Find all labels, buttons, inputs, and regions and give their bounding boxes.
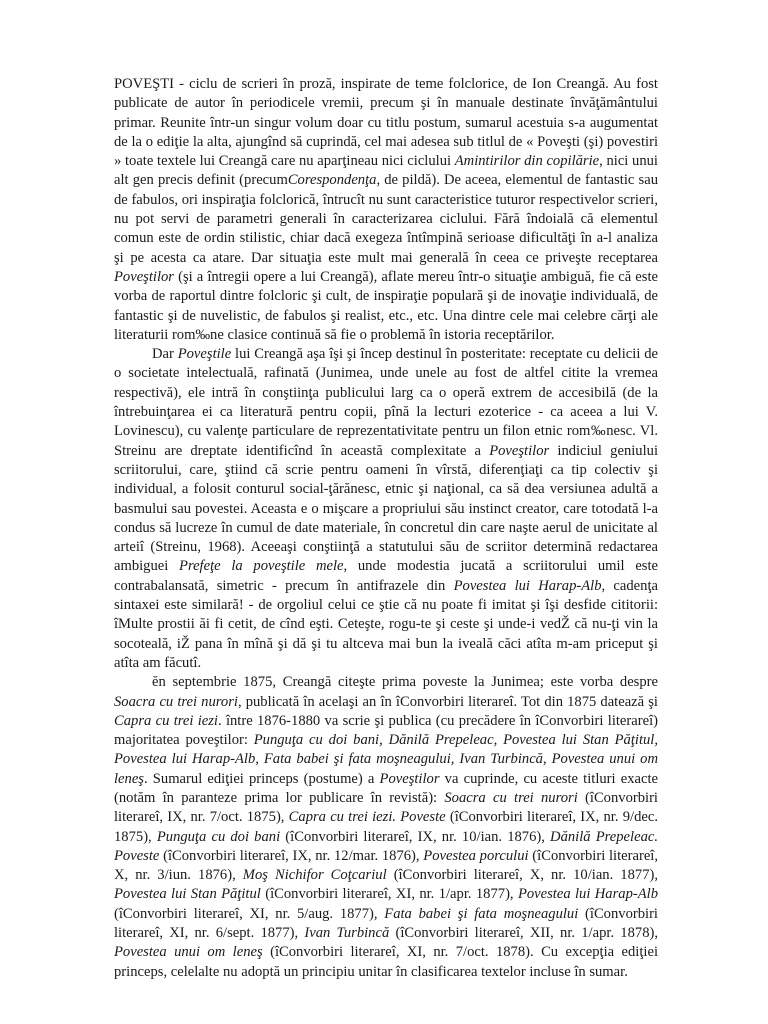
body-text: (îConvorbiri literareî, XII, nr. 1/apr. 1878), (389, 925, 659, 942)
body-text: , de pildă). De aceea, elementul de fantastic sau de fabulos, ori inspiraţia folclorică, întrucît nu sunt caracteristice tuturor respectivelor scrieri, nu pot servi de parametri generali în caracterizarea ciclului. Fără îndoială că elementul comun este de ordin stilistic, chiar dacă exegeza întîmpină serioase dificultăţi în a-l analiza şi pe acesta ca atare. Dar situaţia este mult mai generală în ceea ce priveşte receptarea (114, 172, 658, 266)
body-text: . Sumarul ediţiei princeps (postume) a (144, 770, 380, 787)
italic-title-text: Poveştilor (379, 770, 440, 787)
italic-title-text: Capra cu trei iezi (114, 712, 218, 729)
body-text: (îConvorbiri literareî, IX, nr. 10/ian. 1876), (280, 828, 551, 845)
italic-title-text: Ivan Turbincă (304, 925, 390, 942)
italic-title-text: Prefeţe la poveştile mele (179, 558, 344, 575)
italic-title-text: Corespondenţa (287, 172, 377, 189)
body-text: (îConvorbiri literareî, XI, nr. 5/aug. 1877), (114, 905, 385, 922)
italic-title-text: Povestea lui Harap-Alb (453, 577, 602, 594)
italic-title-text: Povestea lui Stan Păţitul (114, 886, 261, 903)
italic-title-text: Povestea porcului (423, 847, 529, 864)
italic-title-text: Capra cu trei iezi. Poveste (288, 809, 446, 826)
body-text: . între 1876-1880 va scrie şi publica (cu precădere în îConvorbiri literareî) majoritatea poveştilor: (114, 712, 658, 749)
body-text: POVEŞTI - ciclu de scrieri în proză, inspirate de teme folclorice, de Ion Creangă. Au fost publicate de autor în periodicele vremii, precum şi în manuale destinate învăţământului primar. Reunite într-un singur volum doar cu titlu postum, sumarul acestuia s-a augumentat de la o ediţie la alta, ajungînd să cuprindă, cel mai adesea sub titlul de « Poveşti (şi) povestiri » toate textele lui Creangă care nu aparţineau nici ciclului (114, 76, 658, 170)
body-text: , unde modestia jucată a scriitorului umil este contrabalansată, simetric - precum în antifrazele din (114, 558, 659, 594)
italic-title-text: Moş Nichifor Coţcariul (242, 867, 387, 884)
body-text: , nici unui alt gen precis definit (precum (114, 153, 658, 189)
paragraph-intro (114, 75, 658, 345)
body-text: (îConvorbiri literareî, IX, nr. 7/oct. 1875), (114, 789, 658, 826)
italic-title-text: Poveştile (177, 346, 232, 363)
body-text: (îConvorbiri literareî, XI, nr. 1/apr. 1877), (260, 886, 518, 903)
body-text: , publicată în acelaşi an în îConvorbiri literareî. Tot din 1875 datează şi (237, 693, 658, 710)
body-text: (îConvorbiri literareî, IX, nr. 9/dec. 1875), (114, 809, 658, 845)
paragraph-reception (114, 345, 658, 673)
body-text: (îConvorbiri literareî, XI, nr. 7/oct. 1878). Cu excepţia ediţiei princeps, celelalte nu adoptă un principiu unitar în clasificarea textelor incluse în sumar. (114, 944, 658, 980)
paragraph-publication-history (114, 673, 658, 982)
italic-title-text: Fata babei şi fata moşneagului (384, 905, 579, 922)
body-text: (şi a întregii opere a lui Creangă), aflate mereu într-o situaţie ambiguă, fie că este vorba de raportul dintre folcloric şi cult, de inspiraţie populară şi de inovaţie individuală, de fantastic şi de nuvelistic, de fabulos şi realist, etc., etc. Una dintre cele mai celebre cărţi ale literaturii rom‰ne clasice continuă să fie o problemă în istoria receptărilor. (114, 268, 658, 343)
italic-title-text: Soacra cu trei nurori (114, 693, 238, 710)
document-page (114, 75, 658, 982)
italic-title-text: Punguţa cu doi bani, Dănilă Prepeleac, Povestea lui Stan Păţitul, Povestea lui Harap-Alb, Fata babei şi fata moşneagului, Ivan Turbincă, Povestea unui om leneş (114, 732, 658, 787)
italic-title-text: Poveştilor (489, 442, 550, 459)
italic-title-text: Poveştilor (114, 268, 174, 285)
body-text: (îConvorbiri literareî, IX, nr. 12/mar. 1876), (159, 847, 424, 864)
italic-title-text: Punguţa cu doi bani (156, 828, 281, 845)
body-text: indiciul geniului scriitorului, care, ştiind că scrie pentru oameni în vîrstă, diferenţiaţi ca tip colectiv şi individual, a folosit conturul social-ţărănesc, etnic şi naţional, ca să dea versiunea adultă a basmului sau povestei. Aceasta e o mişcare a propriului său instinct creator, care totodată l-a condus să lucreze în cumul de date materiale, în concretul din care naşte aerul de unicitate al arteiî (Streinu, 1968). Aceeaşi conştiinţă a statutului său de scriitor determină redactarea ambiguei (114, 442, 659, 575)
body-text: lui Creangă aşa îşi şi încep destinul în posteritate: receptate cu delicii de o societate intelectuală, rafinată (Junimea, unde unele au fost de altfel citite la vremea respectivă), ele intră în conştiinţa publicului larg ca o operă extrem de accesibilă (de la întrebuinţarea ei ca literatură pentru copii, pînă la lecturi ezoterice - ca aceea a lui V. Lovinescu), cu valenţe particulare de reprezentativitate pentru un filon etnic rom‰nesc. Vl. Streinu are dreptate identificînd în această complexitate a (114, 346, 658, 459)
body-text: , cadenţa sintaxei este similară! - de orgoliul celui ce ştie că nu poate fi imitat şi îşi desfide cititorii: îMulte prostii ăi fi cetit, de cînd eşti. Ceteşte, rogu-te şi ceste şi unde-i vedŽ că nu-ţi vin la socoteală, iŽ pana în mînă şi dă şi tu altceva mai bun la iveală căci atîta m-am priceput şi atîta am făcutî. (114, 577, 658, 671)
body-text: (îConvorbiri literareî, X, nr. 3/iun. 1876), (114, 847, 658, 884)
italic-title-text: Dănilă Prepeleac. Poveste (114, 828, 658, 864)
italic-title-text: Povestea unui om leneş (114, 944, 263, 961)
italic-title-text: Amintirilor din copilărie (454, 153, 600, 170)
italic-title-text: Soacra cu trei nurori (444, 789, 578, 806)
body-text: va cuprinde, cu aceste titluri exacte (notăm în paranteze prima lor publicare în revistă): (114, 770, 658, 806)
body-text: (îConvorbiri literareî, X, nr. 10/ian. 1877), (386, 867, 658, 884)
body-text: (îConvorbiri literareî, XI, nr. 6/sept. 1877), (114, 905, 658, 942)
body-text: ĕn septembrie 1875, Creangă citeşte prima poveste la Junimea; este vorba despre (152, 674, 658, 691)
italic-title-text: Povestea lui Harap-Alb (517, 886, 658, 903)
body-text: Dar (152, 346, 178, 363)
